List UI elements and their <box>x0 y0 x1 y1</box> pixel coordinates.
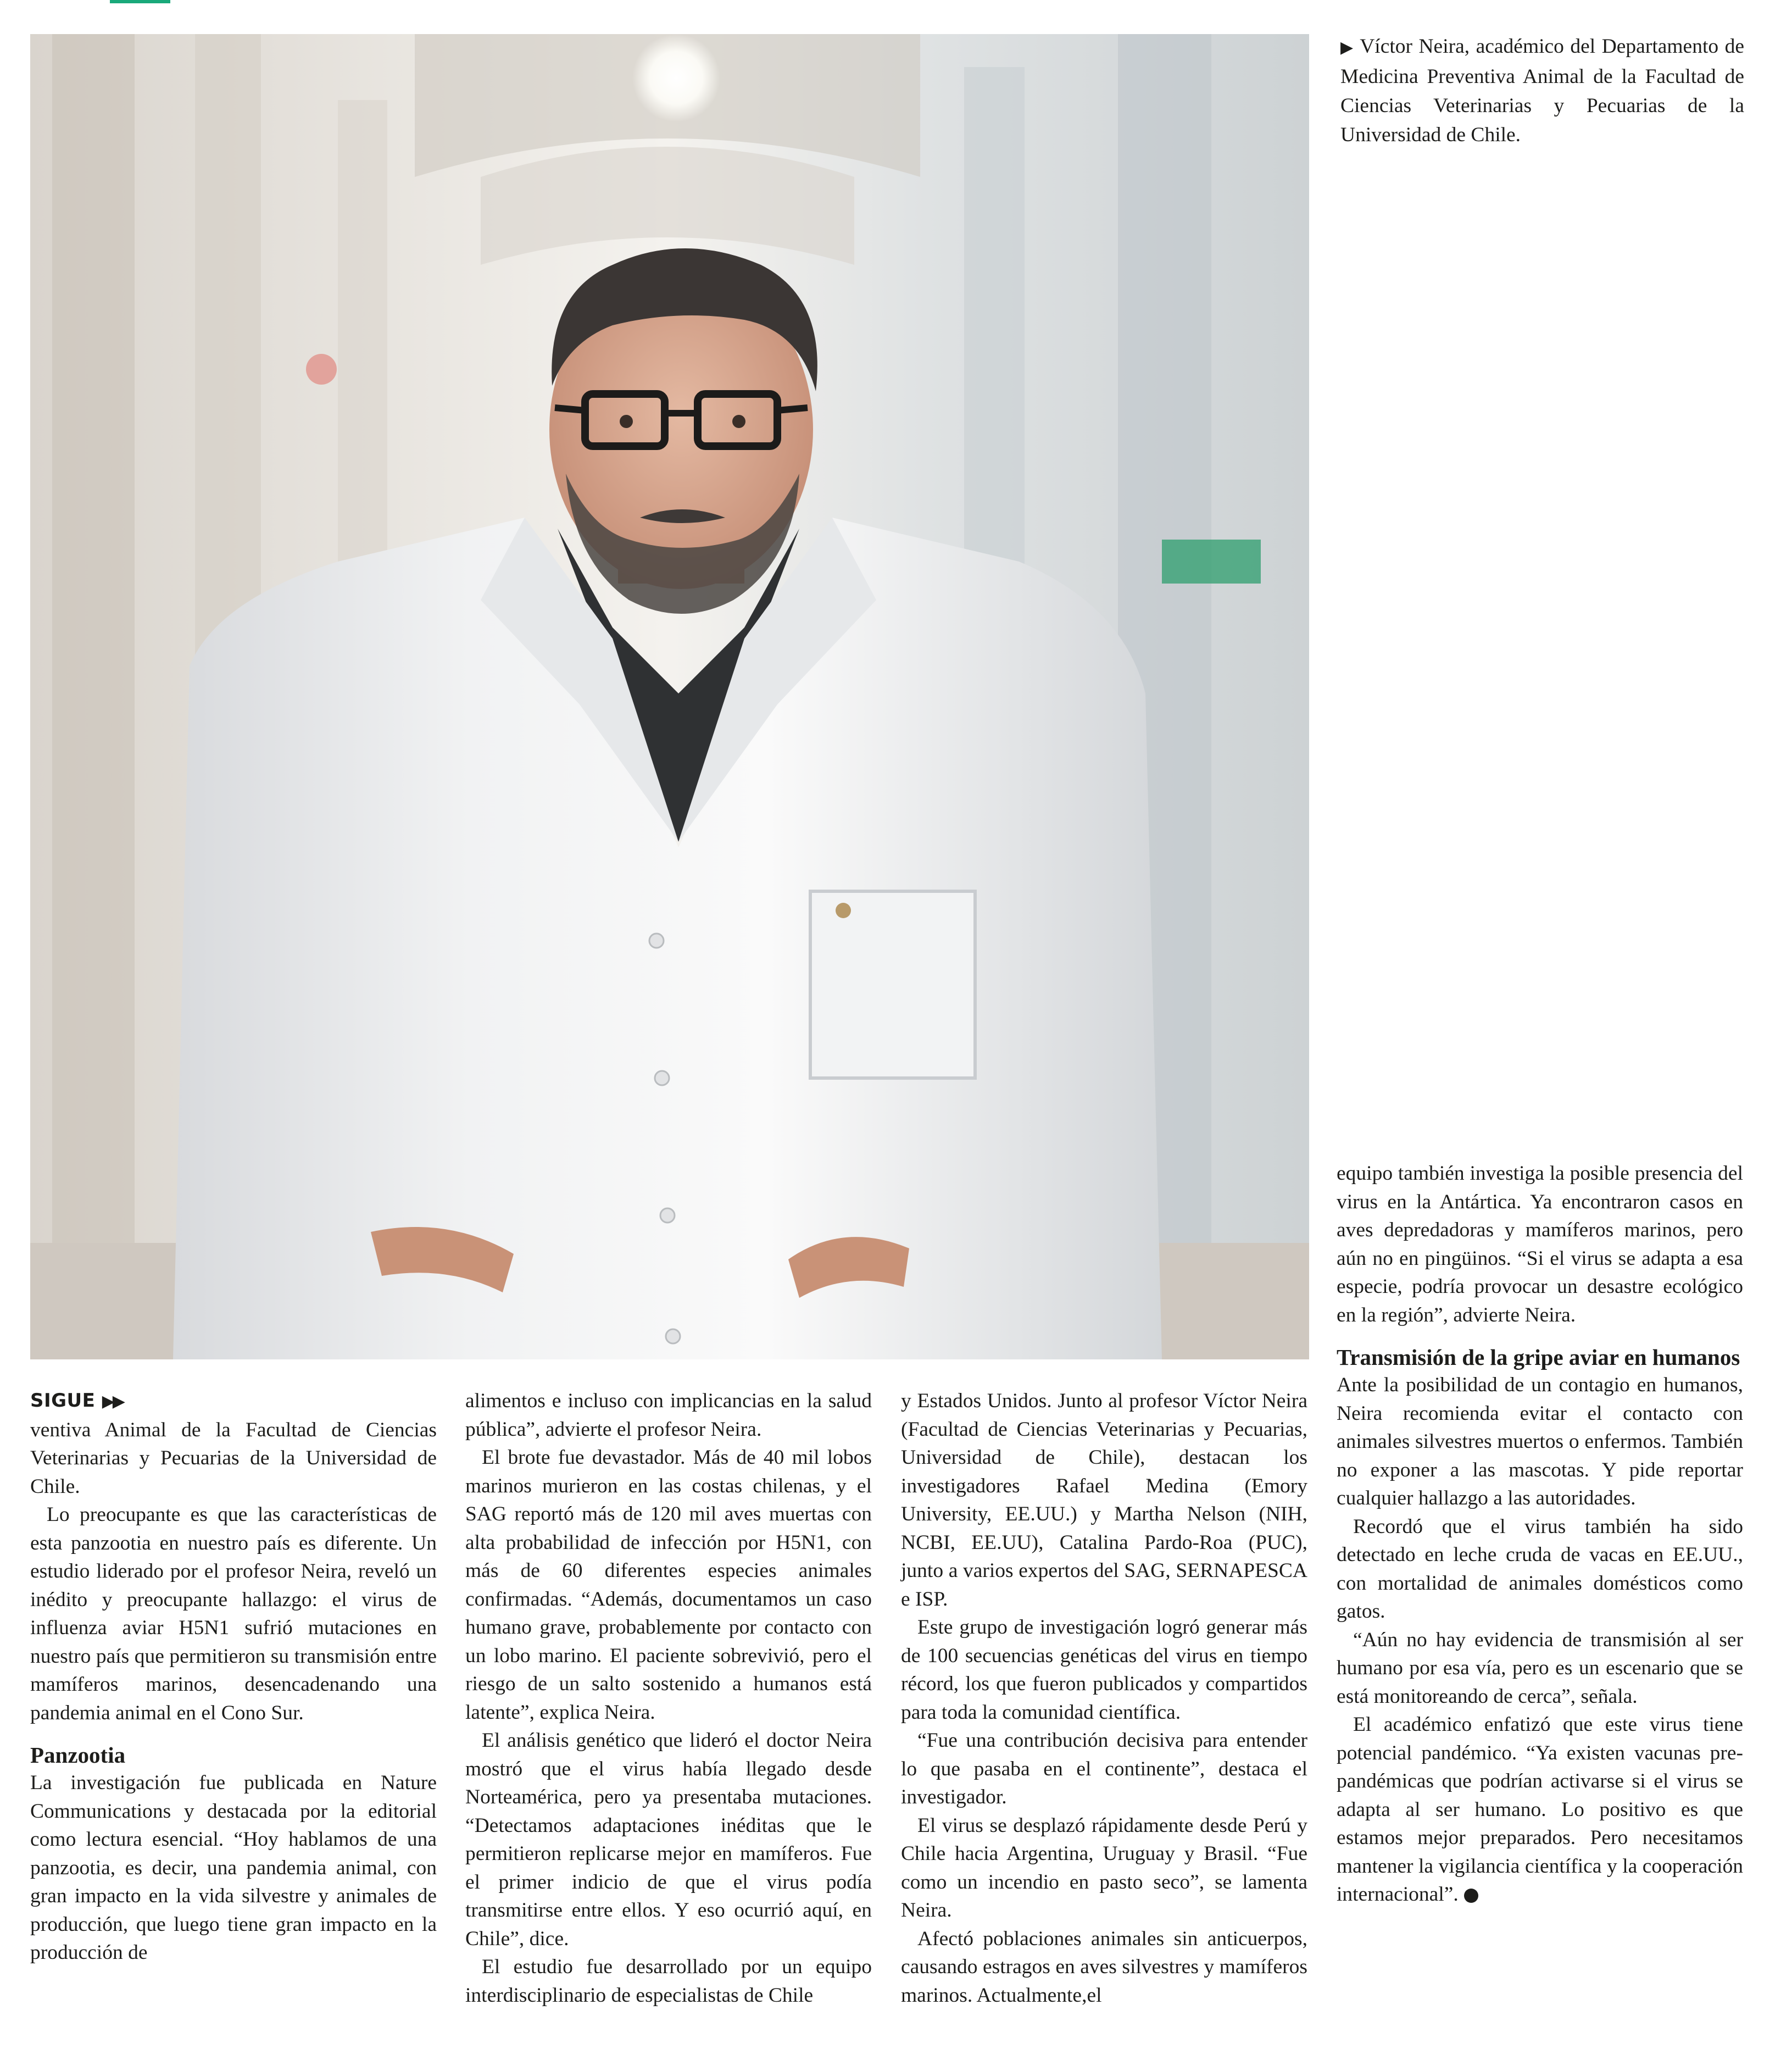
paragraph: Ante la posibilidad de un contagio en humanos, Neira recomienda evitar el contacto con animales silvestres muertos o enfermos. También no exponer a las mascotas. Y pide reportar cualquier hallazgo a las autoridades. <box>1337 1374 1743 1509</box>
article-column-3 <box>901 1387 1307 2009</box>
paragraph: equipo también investiga la posible presencia del virus en la Antártica. Ya encontraron casos en aves depredadoras y mamíferos marinos, pero aún no en pingüinos. “Si el virus se adapta a esa especie, podría provocar un desastre ecológico en la región”, advierte Neira. <box>1337 1162 1743 1326</box>
paragraph: Este grupo de investigación logró generar más de 100 secuencias genéticas del virus en tiempo récord, los que fueron publicados y compartidos para toda la comunidad científica. <box>901 1616 1307 1724</box>
final-text: El académico enfatizó que este virus tiene potencial pandémico. “Ya existen vacunas pre-pandémicas que podrían activarse si el virus se adapta al ser humano. Lo positivo es que estamos mejor preparados. Pero necesitamos mantener la vigilancia científica y la cooperación internacional”. <box>1337 1713 1743 1906</box>
article-column-2 <box>465 1387 872 2009</box>
article-column-4 <box>1337 1159 1743 1909</box>
section-accent-bar <box>110 0 170 3</box>
photo-caption <box>1340 32 1744 149</box>
paragraph: y Estados Unidos. Junto al profesor Víctor Neira (Facultad de Ciencias Veterinarias y Pecuarias, Universidad de Chile), destacan los investigadores Rafael Medina (Emory University, EE.UU.) y Martha Nelson (NIH, NCBI, EE.UU), Catalina Pardo-Roa (PUC), junto a varios expertos del SAG, SERNAPESCA e ISP. <box>901 1390 1307 1611</box>
paragraph: ventiva Animal de la Facultad de Ciencias Veterinarias y Pecuarias de la Universidad de Chile. <box>30 1418 437 1498</box>
paragraph: El virus se desplazó rápidamente desde Perú y Chile hacia Argentina, Uruguay y Brasil. “Fue como un incendio en pasto seco”, se lamenta Neira. <box>901 1814 1307 1922</box>
caption-triangle-icon: ▶ <box>1340 38 1355 57</box>
paragraph-final <box>1337 1711 1743 1909</box>
paragraph: La investigación fue publicada en Nature Communications y destacada por la editorial como lectura esencial. “Hoy hablamos de una panzootia, es decir, una pandemia animal, con gran impacto en la vida silvestre y animales de producción, que luego tiene gran impacto en la producción de <box>30 1772 437 1964</box>
paragraph: “Aún no hay evidencia de transmisión al ser humano por esa vía, pero es un escenario que se está monitoreando de cerca”, señala. <box>1337 1628 1743 1708</box>
paragraph: Afectó poblaciones animales sin anticuerpos, causando estragos en aves silvestres y mamíferos marinos. Actualmente,el <box>901 1927 1307 2007</box>
sigue-text: SIGUE <box>30 1390 96 1412</box>
paragraph: El estudio fue desarrollado por un equipo interdisciplinario de especialistas de Chile <box>465 1956 872 2007</box>
paragraph: Recordó que el virus también ha sido detectado en leche cruda de vacas en EE.UU., con mortalidad de animales domésticos como gatos. <box>1337 1515 1743 1623</box>
paragraph: El análisis genético que lideró el doctor Neira mostró que el virus había llegado desde Norteamérica, pero ya presentaba mutaciones. “Detectamos adaptaciones inéditas que le permitieron replicarse mejor en mamíferos. Fue el primer indicio de que el virus podía transmitirse entre ellos. Y eso ocurrió aquí, en Chile”, dice. <box>465 1729 872 1950</box>
section-heading-transmision: Transmisión de la gripe aviar en humanos <box>1337 1345 1740 1370</box>
paragraph: “Fue una contribución decisiva para entender lo que pasaba en el continente”, destaca el investigador. <box>901 1729 1307 1808</box>
caption-text: Víctor Neira, académico del Departamento de Medicina Preventiva Animal de la Facultad de Ciencias Veterinarias y Pecuarias de la Universidad de Chile. <box>1340 35 1744 146</box>
section-heading-panzootia: Panzootia <box>30 1742 126 1768</box>
paragraph: El brote fue devastador. Más de 40 mil lobos marinos murieron en las costas chilenas, y el SAG reportó más de 120 mil aves muertas con alta probabilidad de infección por H5N1, con más de 60 diferentes especies animales confirmadas. “Además, documentamos un caso humano grave, probablemente por contacto con un lobo marino. El paciente sobrevivió, pero el riesgo de un salto sostenido a humanos está latente”, explica Neira. <box>465 1446 872 1724</box>
portrait-illustration <box>30 34 1309 1359</box>
sigue-label <box>30 1387 437 1416</box>
paragraph: alimentos e incluso con implicancias en la salud pública”, advierte el profesor Neira. <box>465 1390 872 1441</box>
portrait-photo <box>30 34 1309 1359</box>
fast-forward-icon: ▶▶ <box>102 1392 123 1411</box>
paragraph: Lo preocupante es que las características de esta panzootia en nuestro país es diferente. Un estudio liderado por el profesor Neira, reveló un inédito y preocupante hallazgo: el virus de influenza aviar H5N1 sufrió mutaciones en nuestro país que permitieron su transmisión entre mamíferos marinos, desencadenando una pandemia animal en el Cono Sur. <box>30 1503 437 1724</box>
article-column-1 <box>30 1387 437 1967</box>
end-of-article-icon <box>1464 1889 1478 1903</box>
